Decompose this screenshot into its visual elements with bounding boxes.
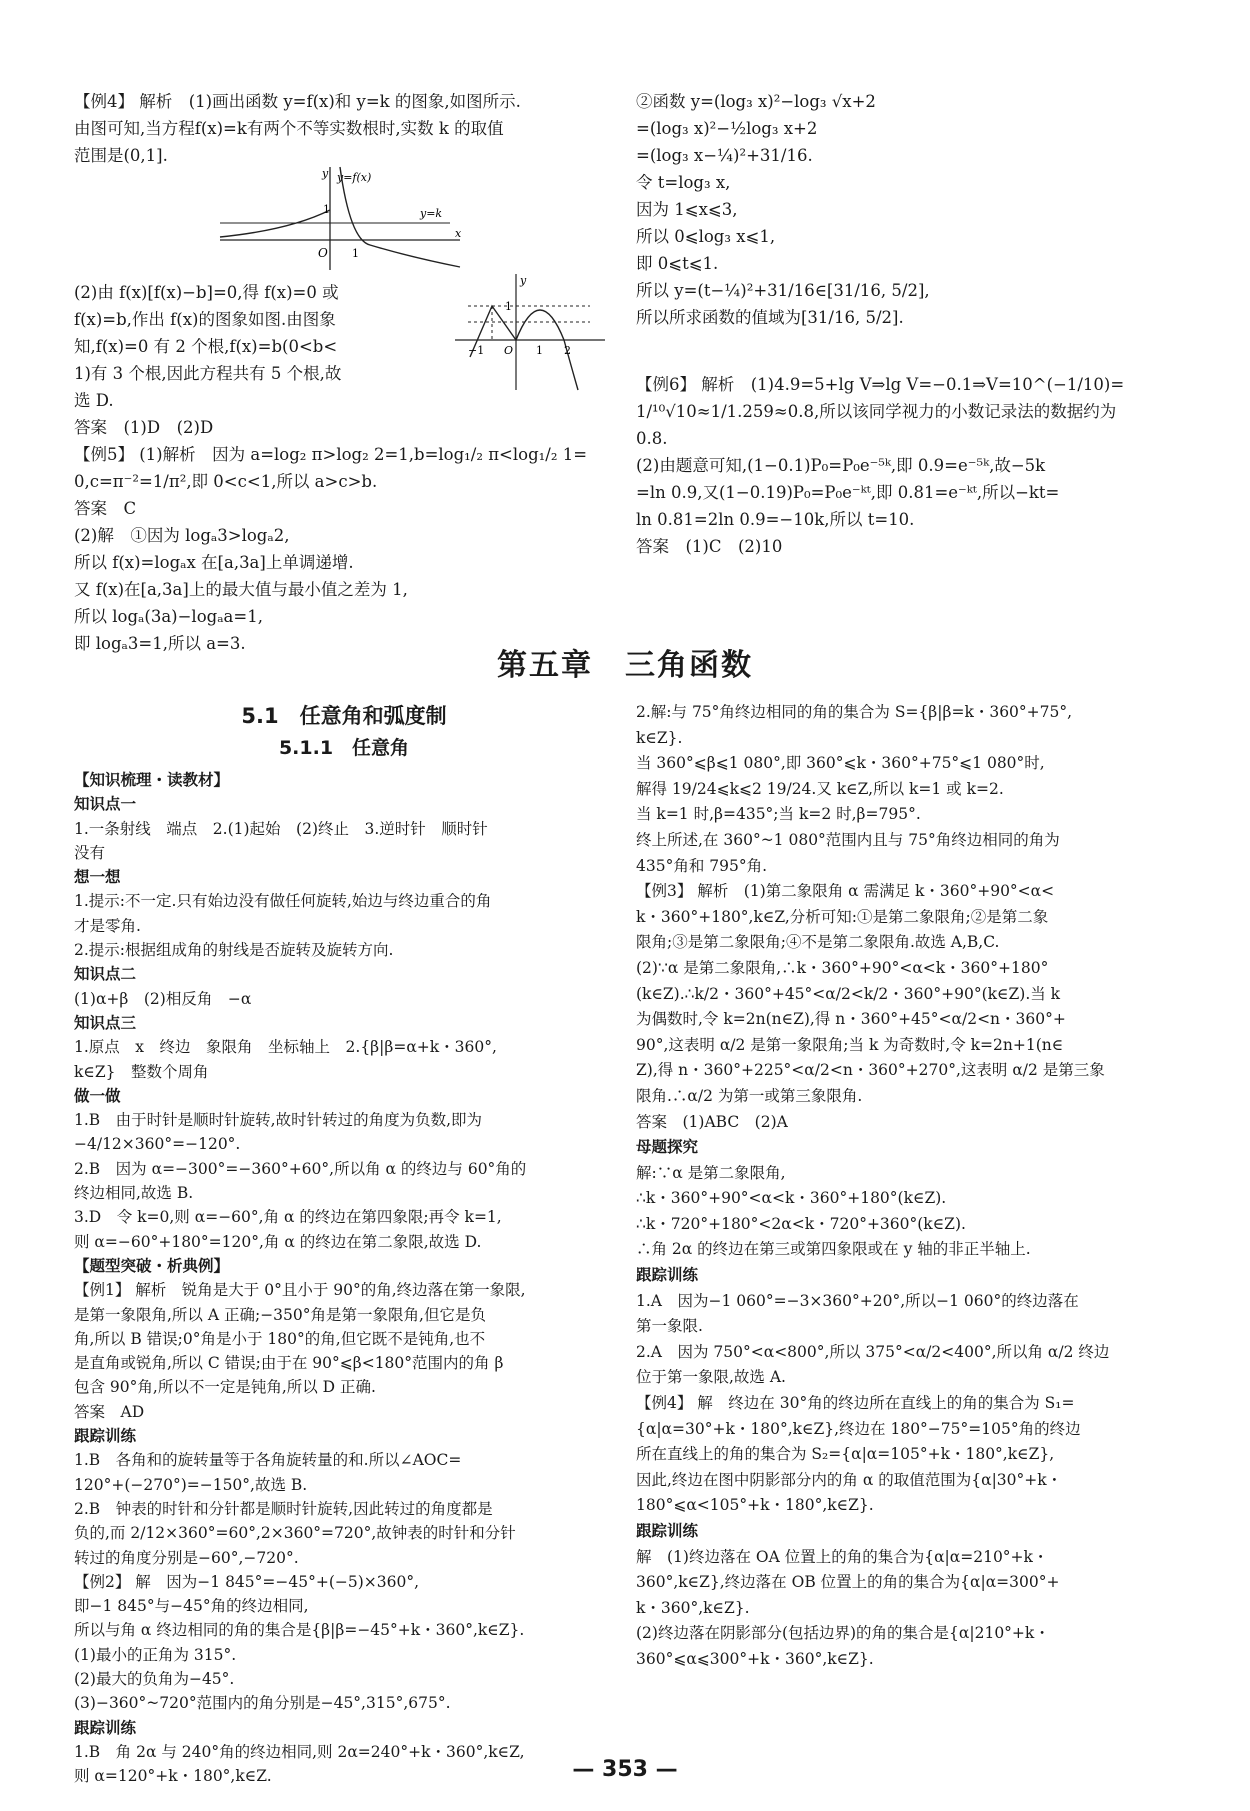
text-line: 知识点二 (74, 965, 137, 984)
text-line: (2)由题意可知,(1−0.1)P₀=P₀e⁻⁵ᵏ,即 0.9=e⁻⁵ᵏ,故−5k (636, 456, 1046, 475)
text-line: 是直角或锐角,所以 C 错误;由于在 90°⩽β<180°范围内的角 β (74, 1354, 504, 1373)
text-line: 2.B 钟表的时针和分针都是顺时针旋转,因此转过的角度都是 (74, 1499, 493, 1518)
text-line: (1)α+β (2)相反角 −α (74, 989, 252, 1008)
text-line: 90°,这表明 α/2 是第一象限角;当 k 为奇数时,令 k=2n+1(n∈ (636, 1035, 1064, 1054)
text-line: 所以所求函数的值域为[31/16, 5/2]. (636, 308, 904, 327)
text-line: 位于第一象限,故选 A. (636, 1368, 786, 1387)
text-line: 答案 (1)D (2)D (74, 418, 214, 437)
text-line: =(log₃ x−¼)²+31/16. (636, 146, 813, 165)
label-one-x: 1 (352, 247, 359, 260)
bottom-left-column (74, 768, 614, 1788)
text-line: k∈Z} 整数个周角 (74, 1062, 209, 1081)
text-line: 2.提示:根据组成角的射线是否旋转及旋转方向. (74, 941, 394, 960)
text-line: 因此,终边在图中阴影部分内的角 α 的取值范围为{α|30°+k・ (636, 1470, 1063, 1489)
text-line: {α|α=30°+k・180°,k∈Z},终边在 180°−75°=105°角的终边 (636, 1419, 1081, 1438)
text-line: 【题型突破・析典例】 (74, 1256, 230, 1275)
text-line: 即−1 845°与−45°角的终边相同, (74, 1597, 309, 1616)
text-line: 2.A 因为 750°<α<800°,所以 375°<α/2<400°,所以角 α/2 终边 (636, 1342, 1110, 1361)
text-line: 1.B 由于时针是顺时针旋转,故时针转过的角度为负数,即为 (74, 1111, 483, 1130)
text-line: 跟踪训练 (74, 1718, 137, 1737)
text-line: 1/¹⁰√10≈1/1.259≈0.8,所以该同学视力的小数记录法的数据约为 (636, 402, 1117, 421)
label-y: y (322, 167, 329, 180)
label-x: x (455, 227, 462, 240)
text-line: 没有 (74, 843, 106, 862)
subsection-title: 5.1.1 任意角 (278, 737, 410, 759)
bottom-right-column (636, 700, 1181, 1673)
label-o: O (504, 344, 514, 357)
text-line: 限角;③是第二象限角;④不是第二象限角.故选 A,B,C. (636, 933, 1000, 952)
text-line: 包含 90°角,所以不一定是钝角,所以 D 正确. (74, 1378, 376, 1397)
section-title: 5.1 任意角和弧度制 (241, 704, 447, 728)
text-line: 是第一象限角,所以 A 正确;−350°角是第一象限角,但它是负 (74, 1305, 486, 1324)
text-line: 解 (1)终边落在 OA 位置上的角的集合为{α|α=210°+k・ (636, 1547, 1049, 1566)
text-line: 终上所述,在 360°~1 080°范围内且与 75°角终边相同的角为 (636, 830, 1060, 849)
text-line: 1.一条射线 端点 2.(1)起始 (2)终止 3.逆时针 顺时针 (74, 819, 488, 838)
text-line: 【例2】 解 因为−1 845°=−45°+(−5)×360°, (74, 1572, 420, 1591)
text-line: 360°⩽α⩽300°+k・360°,k∈Z}. (636, 1649, 874, 1668)
text-line: 当 k=1 时,β=435°;当 k=2 时,β=795°. (636, 805, 921, 824)
text-line: 180°⩽α<105°+k・180°,k∈Z}. (636, 1496, 874, 1515)
label-one-y: 1 (323, 203, 330, 216)
text-line: 0,c=π⁻²=1/π²,即 0<c<1,所以 a>c>b. (74, 472, 378, 491)
text-line: 即 0⩽t⩽1. (636, 254, 719, 273)
text-line: 解:∵α 是第二象限角, (636, 1163, 786, 1182)
label-fx: y=f(x) (337, 171, 372, 184)
text-line: 知,f(x)=0 有 2 个根,f(x)=b(0<b< (74, 337, 338, 356)
text-line: (2)最大的负角为−45°. (74, 1669, 235, 1688)
text-line: 令 t=log₃ x, (636, 173, 731, 192)
text-line: 2.B 因为 α=−300°=−360°+60°,所以角 α 的终边与 60°角的 (74, 1159, 527, 1178)
text-line: 跟踪训练 (636, 1266, 699, 1285)
label-one-x: 1 (536, 344, 543, 357)
text-line: 【例4】 解 终边在 30°角的终边所在直线上的角的集合为 S₁= (636, 1394, 1075, 1413)
text-line: (k∈Z).∴k/2・360°+45°<α/2<k/2・360°+90°(k∈Z).当 k (636, 984, 1061, 1003)
text-line: 终边相同,故选 B. (74, 1184, 194, 1203)
text-line: −4/12×360°=−120°. (74, 1135, 241, 1154)
text-line: 所以 0⩽log₃ x⩽1, (636, 227, 776, 246)
text-line: 1.B 角 2α 与 240°角的终边相同,则 2α=240°+k・360°,k∈Z, (74, 1742, 525, 1761)
figure-fx-parabola (450, 272, 610, 392)
text-line: 角,所以 B 错误;0°角是小于 180°的角,但它既不是钝角,也不 (74, 1329, 486, 1348)
page-number: — 353 — (572, 1757, 678, 1782)
text-line: 【例6】 解析 (1)4.9=5+lg V⇒lg V=−0.1⇒V=10^(−1/10)= (636, 375, 1125, 394)
text-line: 120°+(−270°)=−150°,故选 B. (74, 1475, 308, 1494)
label-two: 2 (564, 344, 571, 357)
text-line: 【例5】 (1)解析 因为 a=log₂ π>log₂ 2=1,b=log₁/₂ π<log₁/₂ 1= (74, 445, 588, 464)
text-line: 跟踪训练 (74, 1427, 137, 1446)
text-line: 则 α=−60°+180°=120°,角 α 的终边在第二象限,故选 D. (74, 1232, 482, 1251)
text-line: 0.8. (636, 429, 668, 448)
text-line: 范围是(0,1]. (74, 146, 168, 165)
text-line: 【知识梳理・读教材】 (74, 771, 230, 789)
text-line: (2)由 f(x)[f(x)−b]=0,得 f(x)=0 或 (74, 283, 339, 302)
text-line: 【例3】 解析 (1)第二象限角 α 需满足 k・360°+90°<α< (636, 882, 1055, 901)
text-line: (2)∵α 是第二象限角,∴k・360°+90°<α<k・360°+180° (636, 958, 1049, 977)
text-line: (2)终边落在阴影部分(包括边界)的角的集合是{α|210°+k・ (636, 1624, 1050, 1643)
text-line: 1.A 因为−1 060°=−3×360°+20°,所以−1 060°的终边落在 (636, 1291, 1079, 1310)
text-line: 1.原点 x 终边 象限角 坐标轴上 2.{β|β=α+k・360°, (74, 1038, 497, 1057)
text-line: ∴k・360°+90°<α<k・360°+180°(k∈Z). (636, 1189, 947, 1208)
text-line: 435°角和 795°角. (636, 856, 768, 875)
text-line: f(x)=b,作出 f(x)的图象如图.由图象 (74, 310, 336, 329)
text-line: ln 0.81=2ln 0.9=−10k,所以 t=10. (636, 510, 915, 529)
text-line: Z),得 n・360°+225°<α/2<n・360°+270°,这表明 α/2 是第三象 (636, 1061, 1105, 1080)
text-line: 2.解:与 75°角终边相同的角的集合为 S={β|β=k・360°+75°, (636, 703, 1073, 721)
label-k: y=k (420, 207, 443, 220)
text-line: (1)最小的正角为 315°. (74, 1645, 237, 1664)
text-line: 当 360°⩽β⩽1 080°,即 360°⩽k・360°+75°⩽1 080°时, (636, 754, 1045, 773)
text-line: 则 α=120°+k・180°,k∈Z. (74, 1767, 272, 1786)
text-line: 负的,而 2/12×360°=60°,2×360°=720°,故钟表的时针和分针 (74, 1524, 516, 1543)
label-one-y: 1 (505, 300, 512, 313)
text-line: 又 f(x)在[a,3a]上的最大值与最小值之差为 1, (74, 580, 408, 599)
text-line: 答案 C (74, 499, 137, 518)
text-line: 选 D. (74, 391, 114, 410)
text-line: 1)有 3 个根,因此方程共有 5 个根,故 (74, 364, 342, 383)
figure-f-and-k (210, 165, 470, 275)
text-line: (3)−360°~720°范围内的角分别是−45°,315°,675°. (74, 1694, 451, 1713)
text-line: 360°,k∈Z},终边落在 OB 位置上的角的集合为{α|α=300°+ (636, 1573, 1060, 1592)
text-line: 即 logₐ3=1,所以 a=3. (74, 634, 246, 653)
text-line: 想一想 (74, 868, 121, 887)
text-line: 1.提示:不一定.只有始边没有做任何旋转,始边与终边重合的角 (74, 892, 492, 911)
text-line: 才是零角. (74, 916, 141, 935)
label-minus-one: −1 (468, 344, 485, 357)
text-line: 答案 AD (74, 1402, 145, 1421)
text-line: 所以 logₐ(3a)−logₐa=1, (74, 607, 263, 626)
text-line: 所以 y=(t−¼)²+31/16∈[31/16, 5/2], (636, 281, 930, 300)
label-y: y (520, 274, 527, 287)
text-line: 所在直线上的角的集合为 S₂={α|α=105°+k・180°,k∈Z}, (636, 1445, 1055, 1464)
text-line: ∴k・720°+180°<2α<k・720°+360°(k∈Z). (636, 1214, 966, 1233)
text-line: (2)解 ①因为 logₐ3>logₐ2, (74, 526, 290, 545)
text-line: 1.B 各角和的旋转量等于各角旋转量的和.所以∠AOC= (74, 1451, 462, 1470)
text-line: 由图可知,当方程f(x)=k有两个不等实数根时,实数 k 的取值 (74, 119, 504, 138)
text-line: 【例1】 解析 锐角是大于 0°且小于 90°的角,终边落在第一象限, (74, 1281, 526, 1300)
text-line: 为偶数时,令 k=2n(n∈Z),得 n・360°+45°<α/2<n・360°+ (636, 1010, 1066, 1029)
text-line: k・360°,k∈Z}. (636, 1598, 750, 1617)
text-line: 解得 19/24⩽k⩽2 19/24.又 k∈Z,所以 k=1 或 k=2. (636, 779, 1004, 798)
text-line: k∈Z}. (636, 728, 683, 747)
text-line: ②函数 y=(log₃ x)²−log₃ √x+2 (636, 92, 876, 111)
text-line: 所以与角 α 终边相同的角的集合是{β|β=−45°+k・360°,k∈Z}. (74, 1621, 525, 1640)
text-line: 限角.∴α/2 为第一或第三象限角. (636, 1086, 863, 1105)
text-line: 知识点三 (74, 1013, 137, 1032)
text-line: 答案 (1)ABC (2)A (636, 1112, 788, 1131)
text-line: 转过的角度分别是−60°,−720°. (74, 1548, 299, 1567)
text-line: 所以 f(x)=logₐx 在[a,3a]上单调递增. (74, 553, 354, 572)
text-line: 母题探究 (636, 1138, 699, 1157)
text-line: 做一做 (74, 1086, 121, 1105)
text-line: 【例4】 解析 (1)画出函数 y=f(x)和 y=k 的图象,如图所示. (74, 92, 521, 111)
chapter-title: 第五章 三角函数 (497, 648, 753, 683)
label-o: O (318, 246, 328, 260)
text-line: =ln 0.9,又(1−0.19)P₀=P₀e⁻ᵏᵗ,即 0.81=e⁻ᵏᵗ,所以−kt= (636, 483, 1060, 502)
text-line: =(log₃ x)²−½log₃ x+2 (636, 119, 818, 138)
text-line: ∴角 2α 的终边在第三或第四象限或在 y 轴的非正半轴上. (636, 1240, 1031, 1259)
text-line: k・360°+180°,k∈Z,分析可知:①是第二象限角;②是第二象 (636, 907, 1049, 926)
text-line: 答案 (1)C (2)10 (636, 537, 783, 556)
text-line: 跟踪训练 (636, 1522, 699, 1540)
text-line: 第一象限. (636, 1317, 703, 1336)
text-line: 知识点一 (74, 795, 137, 814)
text-line: 3.D 令 k=0,则 α=−60°,角 α 的终边在第四象限;再令 k=1, (74, 1208, 502, 1227)
text-line: 因为 1⩽x⩽3, (636, 200, 738, 219)
top-right-column (636, 88, 1176, 560)
